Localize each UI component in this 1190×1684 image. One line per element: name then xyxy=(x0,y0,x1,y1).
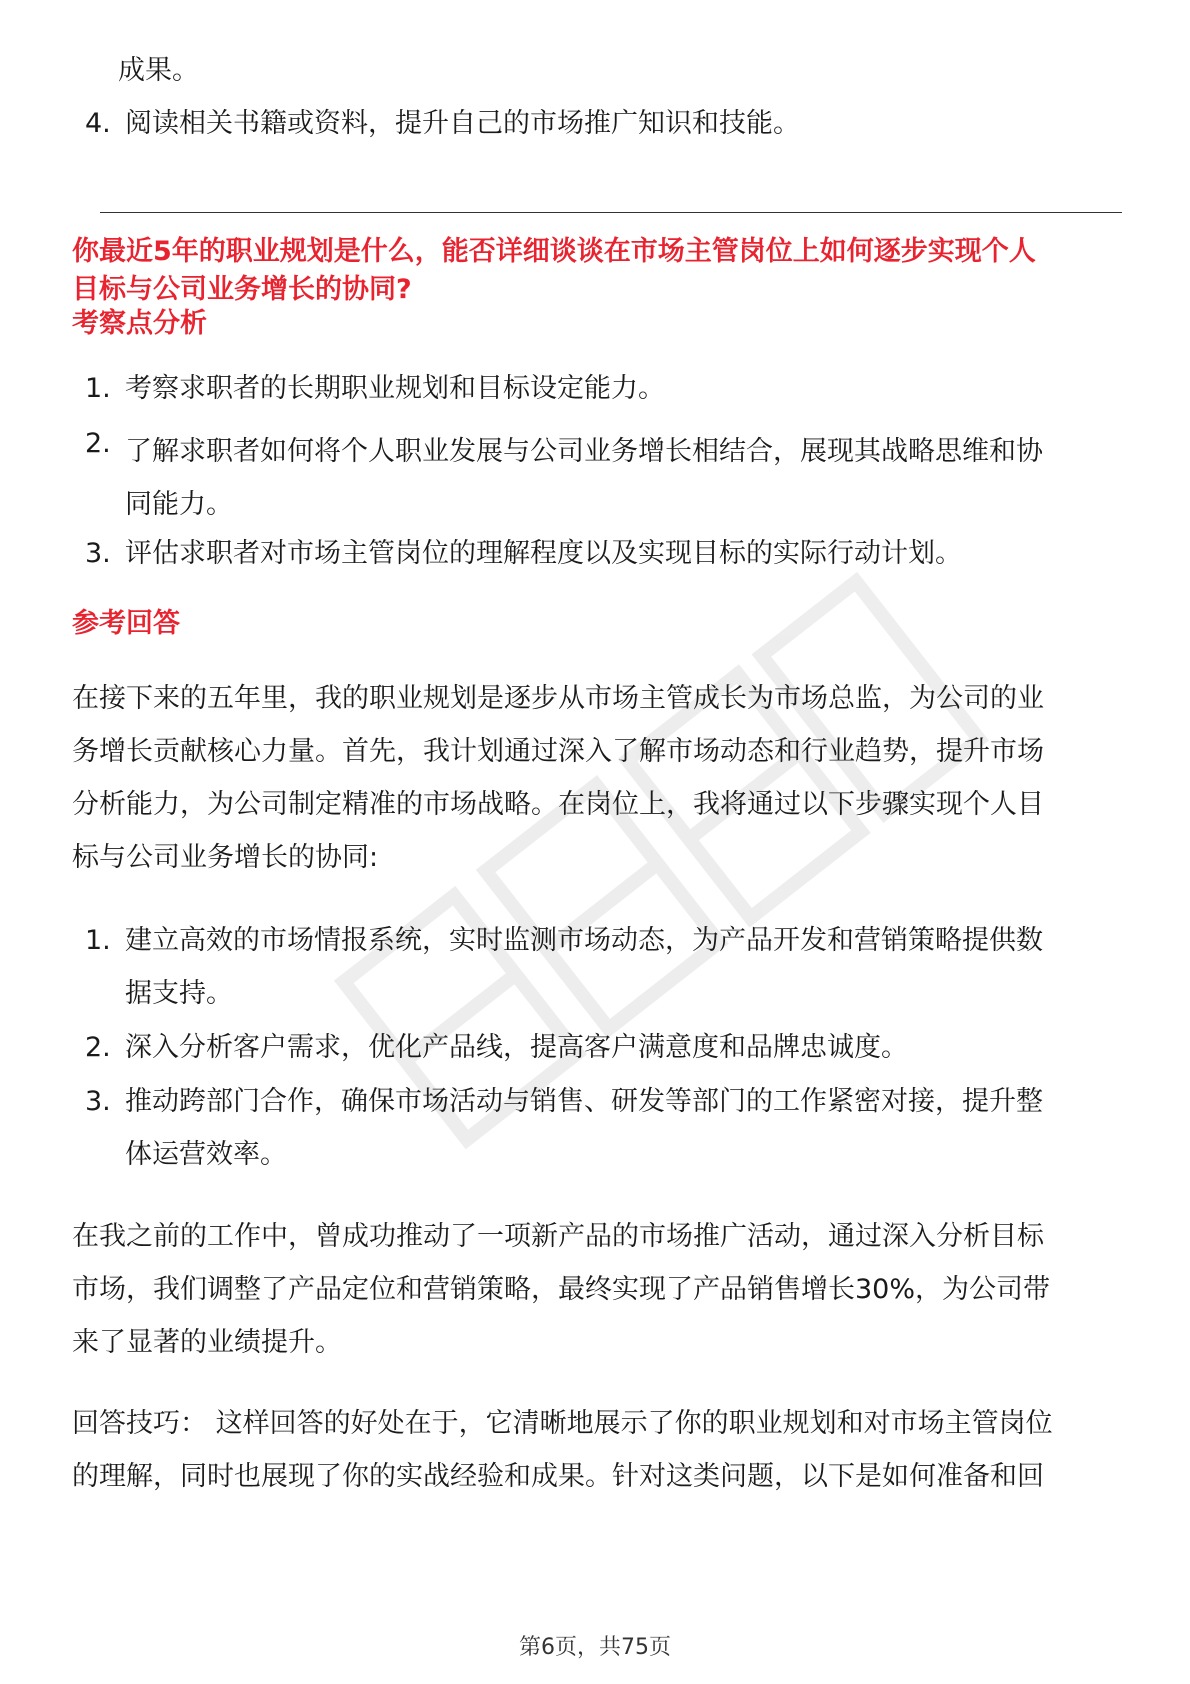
list-number: 3. xyxy=(85,538,111,569)
question-line: 你最近5年的职业规划是什么，能否详细谈谈在市场主管岗位上如何逐步实现个人 xyxy=(72,236,1036,267)
list-number: 1. xyxy=(85,373,111,404)
answer-intro-paragraph xyxy=(72,672,1044,884)
text-line: 深入分析客户需求，优化产品线，提高客户满意度和品牌忠诚度。 xyxy=(125,1032,908,1063)
list-body xyxy=(125,370,665,408)
list-number: 4. xyxy=(85,108,111,139)
text-line: 在我之前的工作中，曾成功推动了一项新产品的市场推广活动，通过深入分析目标 xyxy=(72,1221,1044,1252)
text-line: 了解求职者如何将个人职业发展与公司业务增长相结合，展现其战略思维和协 xyxy=(125,436,1043,467)
text-line: 据支持。 xyxy=(125,978,233,1009)
text-line: 体运营效率。 xyxy=(125,1139,287,1170)
text-line: 市场，我们调整了产品定位和营销策略，最终实现了产品销售增长30%，为公司带 xyxy=(72,1274,1051,1305)
question-heading xyxy=(72,233,1036,309)
answer-experience-paragraph xyxy=(72,1210,1050,1369)
list-body xyxy=(125,1075,1043,1181)
list-number: 3. xyxy=(85,1086,111,1117)
list-body xyxy=(125,535,962,573)
page-number-footer: 第6页，共75页 xyxy=(519,1635,671,1660)
list-body xyxy=(125,425,1043,531)
analysis-heading: 考察点分析 xyxy=(72,308,207,339)
list-number: 1. xyxy=(85,925,111,956)
list-body xyxy=(125,914,1043,1020)
list-body xyxy=(125,105,800,143)
text-line: 评估求职者对市场主管岗位的理解程度以及实现目标的实际行动计划。 xyxy=(125,538,962,569)
text-line: 来了显著的业绩提升。 xyxy=(72,1327,342,1358)
text-line: 同能力。 xyxy=(125,489,233,520)
list-number: 2. xyxy=(85,1032,111,1063)
text-line: 务增长贡献核心力量。首先，我计划通过深入了解市场动态和行业趋势，提升市场 xyxy=(72,736,1044,767)
text-line: 回答技巧： 这样回答的好处在于，它清晰地展示了你的职业规划和对市场主管岗位 xyxy=(72,1408,1053,1439)
text-line: 在接下来的五年里，我的职业规划是逐步从市场主管成长为市场总监，为公司的业 xyxy=(72,683,1044,714)
prev-item-tail xyxy=(118,52,199,90)
text-line: 推动跨部门合作，确保市场活动与销售、研发等部门的工作紧密对接，提升整 xyxy=(125,1086,1043,1117)
text-line: 阅读相关书籍或资料，提升自己的市场推广知识和技能。 xyxy=(125,108,800,139)
text-line: 考察求职者的长期职业规划和目标设定能力。 xyxy=(125,373,665,404)
answer-heading: 参考回答 xyxy=(72,608,180,639)
text-line: 分析能力，为公司制定精准的市场战略。在岗位上，我将通过以下步骤实现个人目 xyxy=(72,789,1044,820)
text-line: 成果。 xyxy=(118,55,199,86)
list-body xyxy=(125,1021,908,1074)
answer-tips-paragraph xyxy=(72,1397,1053,1503)
text-line: 标与公司业务增长的协同: xyxy=(72,842,379,873)
text-line: 建立高效的市场情报系统，实时监测市场动态，为产品开发和营销策略提供数 xyxy=(125,925,1043,956)
text-line: 的理解，同时也展现了你的实战经验和成果。针对这类问题，以下是如何准备和回 xyxy=(72,1461,1044,1492)
section-divider xyxy=(100,212,1122,213)
list-number: 2. xyxy=(85,428,111,459)
question-line: 目标与公司业务增长的协同? xyxy=(72,274,412,305)
